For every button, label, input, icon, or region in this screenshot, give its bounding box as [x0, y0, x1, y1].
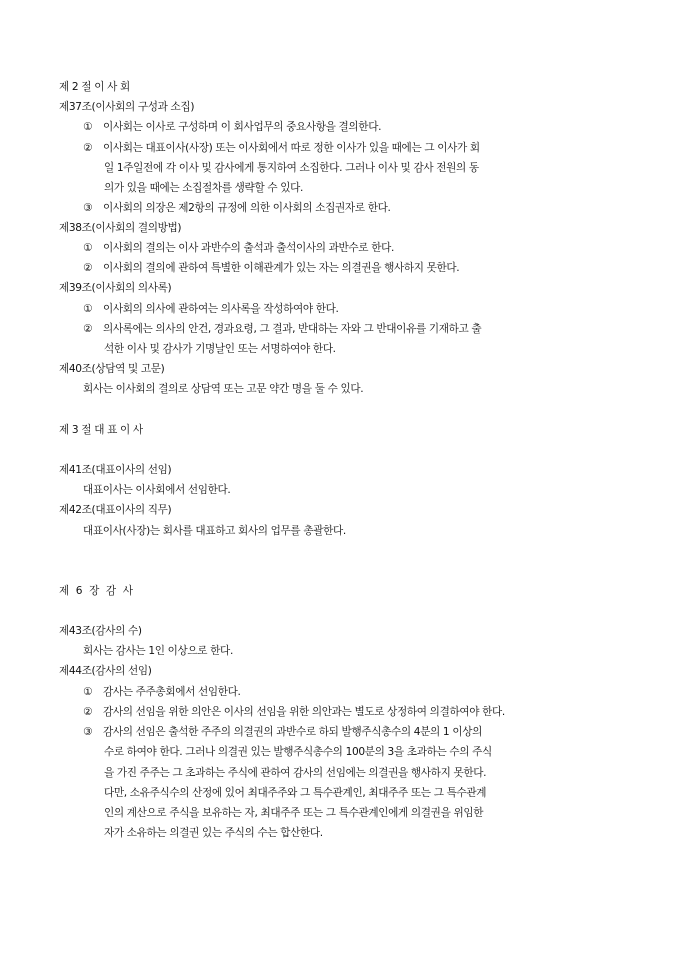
article-44-item-2 [83, 705, 505, 719]
article-37-item-3 [83, 201, 391, 215]
item-number: ① [83, 121, 93, 133]
article-42-body: 대표이사(사장)는 회사를 대표하고 회사의 업무를 총괄한다. [83, 525, 346, 537]
item-number: ② [83, 323, 93, 335]
section-title-board: 제 2 절 이 사 회 [59, 81, 130, 93]
article-43-body: 회사는 감사는 1인 이상으로 한다. [83, 645, 233, 657]
item-number: ① [83, 303, 93, 315]
article-44-item-3-cont: 인의 계산으로 주식을 보유하는 자, 최대주주 또는 그 특수관계인에게 의결권을 위임한 [104, 807, 484, 819]
article-44-item-3 [83, 725, 482, 739]
article-43-heading: 제43조(감사의 수) [59, 625, 142, 637]
item-number: ① [83, 242, 93, 254]
article-40-heading: 제40조(상담역 및 고문) [59, 363, 165, 375]
article-37-item-2-cont: 일 1주일전에 각 이사 및 감사에게 통지하여 소집한다. 그러나 이사 및 감사 전원의 동 [104, 162, 479, 174]
item-text: 감사의 선임을 위한 의안은 이사의 선임을 위한 의안과는 별도로 상정하여 의결하여야 한다. [103, 706, 505, 718]
article-37-item-1 [83, 120, 381, 134]
article-41-body: 대표이사는 이사회에서 선임한다. [83, 484, 231, 496]
item-number: ② [83, 142, 93, 154]
article-37-heading: 제37조(이사회의 구성과 소집) [59, 101, 195, 113]
article-37-item-2-cont: 의가 있을 때에는 소집절차를 생략할 수 있다. [104, 182, 304, 194]
item-text: 이사회의 의사에 관하여는 의사록을 작성하여야 한다. [103, 303, 339, 315]
article-44-item-3-cont: 자가 소유하는 의결권 있는 주식의 수는 합산한다. [104, 827, 323, 839]
item-number: ③ [83, 202, 93, 214]
item-number: ① [83, 686, 93, 698]
item-text: 이사회의 의장은 제2항의 규정에 의한 이사회의 소집권자로 한다. [103, 202, 391, 214]
article-44-item-3-cont: 을 가진 주주는 그 초과하는 주식에 관하여 감사의 선임에는 의결권을 행사하지 못한다. [104, 767, 487, 779]
article-44-heading: 제44조(감사의 선임) [59, 665, 152, 677]
item-text: 이사회의 결의에 관하여 특별한 이해관계가 있는 자는 의결권을 행사하지 못한다. [103, 262, 460, 274]
item-text: 이사회는 이사로 구성하며 이 회사업무의 중요사항을 결의한다. [103, 121, 382, 133]
article-44-item-3-cont: 다만, 소유주식수의 산정에 있어 최대주주와 그 특수관계인, 최대주주 또는 그 특수관계 [104, 787, 487, 799]
article-39-heading: 제39조(이사회의 의사록) [59, 282, 172, 294]
item-text: 이사회의 결의는 이사 과반수의 출석과 출석이사의 과반수로 한다. [103, 242, 394, 254]
article-40-body: 회사는 이사회의 결의로 상담역 또는 고문 약간 명을 둘 수 있다. [83, 383, 364, 395]
article-42-heading: 제42조(대표이사의 직무) [59, 504, 172, 516]
article-44-item-3-cont: 수로 하여야 한다. 그러나 의결권 있는 발행주식총수의 100분의 3을 초과하는 수의 주식 [104, 746, 492, 758]
article-44-item-1 [83, 685, 241, 699]
chapter-title-audit: 제 6 장 감 사 [59, 585, 135, 597]
item-text: 의사록에는 의사의 안건, 경과요령, 그 결과, 반대하는 자와 그 반대이유를 기재하고 출 [103, 323, 482, 335]
article-38-item-1 [83, 241, 394, 255]
article-39-item-2-cont: 석한 이사 및 감사가 기명날인 또는 서명하여야 한다. [104, 343, 336, 355]
article-38-item-2 [83, 261, 459, 275]
article-39-item-2 [83, 322, 481, 336]
item-number: ② [83, 262, 93, 274]
item-text: 감사는 주주총회에서 선임한다. [103, 686, 241, 698]
article-39-item-1 [83, 302, 339, 316]
article-41-heading: 제41조(대표이사의 선임) [59, 464, 172, 476]
item-text: 감사의 선임은 출석한 주주의 의결권의 과반수로 하되 발행주식총수의 4분의 1 이상의 [103, 726, 482, 738]
item-number: ③ [83, 726, 93, 738]
section-title-ceo: 제 3 절 대 표 이 사 [59, 424, 143, 436]
article-38-heading: 제38조(이사회의 결의방법) [59, 222, 182, 234]
item-text: 이사회는 대표이사(사장) 또는 이사회에서 따로 정한 이사가 있을 때에는 그 이사가 회 [103, 142, 480, 154]
article-37-item-2 [83, 141, 480, 155]
item-number: ② [83, 706, 93, 718]
